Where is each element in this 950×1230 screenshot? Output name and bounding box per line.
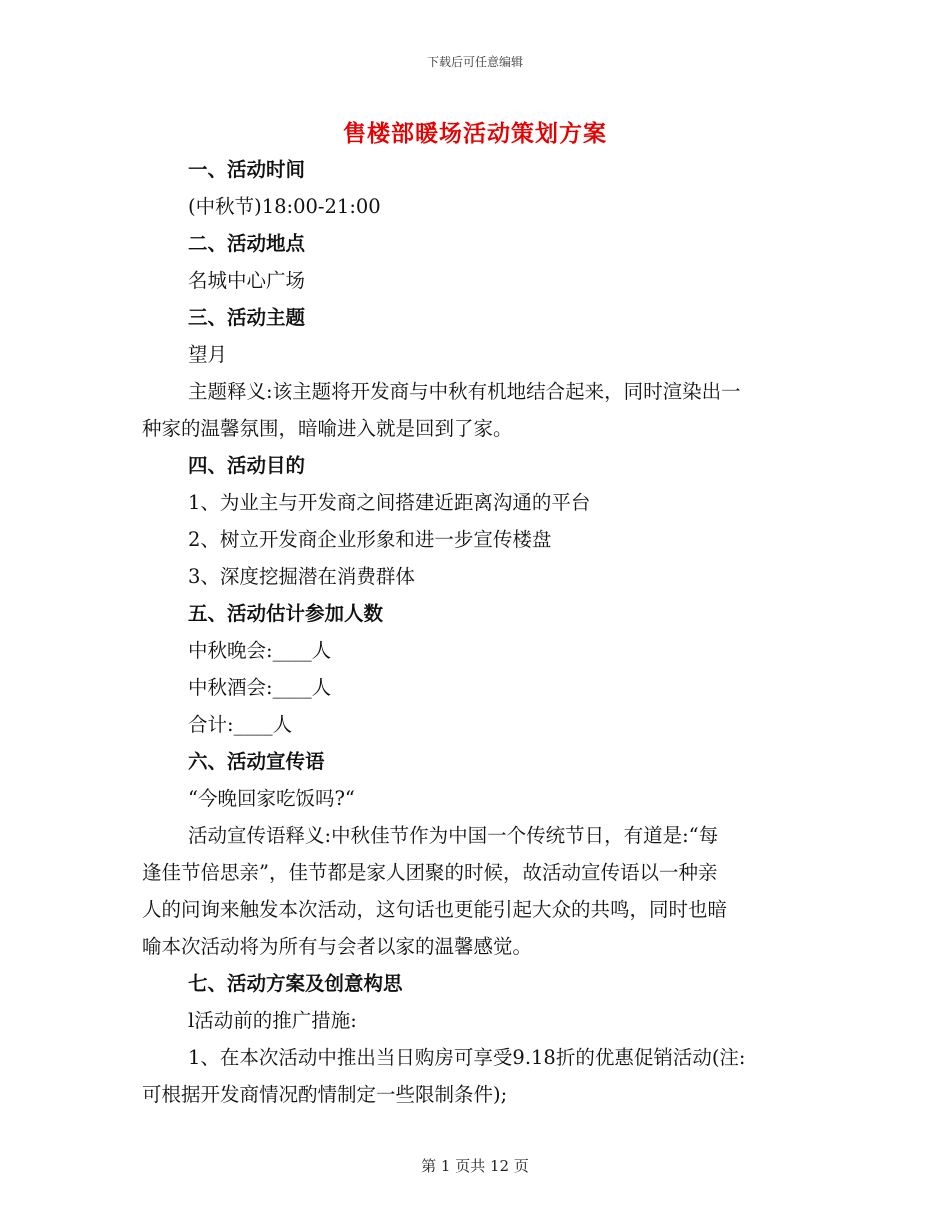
paragraph-line: (中秋节)18:00-21:00: [188, 195, 381, 218]
document-title: 售楼部暖场活动策划方案: [343, 120, 607, 147]
paragraph-line: 种家的温馨氛围，暗喻进入就是回到了家。: [142, 417, 513, 440]
section-heading-attendance: 五、活动估计参加人数: [188, 602, 384, 625]
paragraph-line: “今晚回家吃饭吗?“: [188, 787, 355, 810]
paragraph-line: 1、在本次活动中推出当日购房可享受9.18折的优惠促销活动(注:: [188, 1046, 746, 1069]
paragraph-line: 逢佳节倍思亲”，佳节都是家人团聚的时候，故活动宣传语以一种亲: [142, 861, 718, 884]
section-heading-plan: 七、活动方案及创意构思: [188, 972, 403, 995]
paragraph-line: 合计:____人: [188, 713, 293, 736]
paragraph-line: 主题释义:该主题将开发商与中秋有机地结合起来，同时渲染出一: [188, 380, 741, 403]
paragraph-line: 活动宣传语释义:中秋佳节作为中国一个传统节日，有道是:“每: [188, 824, 719, 847]
section-heading-slogan: 六、活动宣传语: [188, 750, 325, 773]
list-item: 1、为业主与开发商之间搭建近距离沟通的平台: [188, 491, 591, 514]
list-item: 2、树立开发商企业形象和进一步宣传楼盘: [188, 528, 552, 551]
paragraph-line: 望月: [188, 343, 228, 366]
paragraph-line: 喻本次活动将为所有与会者以家的温馨感觉。: [142, 935, 533, 958]
page-header: 下载后可任意编辑: [426, 55, 523, 69]
section-heading-theme: 三、活动主题: [188, 306, 306, 329]
section-heading-location: 二、活动地点: [188, 232, 306, 255]
paragraph-line: 可根据开发商情况酌情制定一些限制条件);: [142, 1083, 508, 1106]
paragraph-line: l活动前的推广措施:: [188, 1009, 357, 1032]
list-item: 3、深度挖掘潜在消费群体: [188, 565, 415, 588]
paragraph-line: 中秋晚会:____人: [188, 639, 332, 662]
section-heading-purpose: 四、活动目的: [188, 454, 306, 477]
page-footer: 第 1 页共 12 页: [421, 1157, 529, 1175]
paragraph-line: 名城中心广场: [188, 269, 306, 292]
paragraph-line: 人的问询来触发本次活动，这句话也更能引起大众的共鸣，同时也暗: [142, 898, 728, 921]
paragraph-line: 中秋酒会:____人: [188, 676, 332, 699]
section-heading-time: 一、活动时间: [188, 158, 306, 181]
